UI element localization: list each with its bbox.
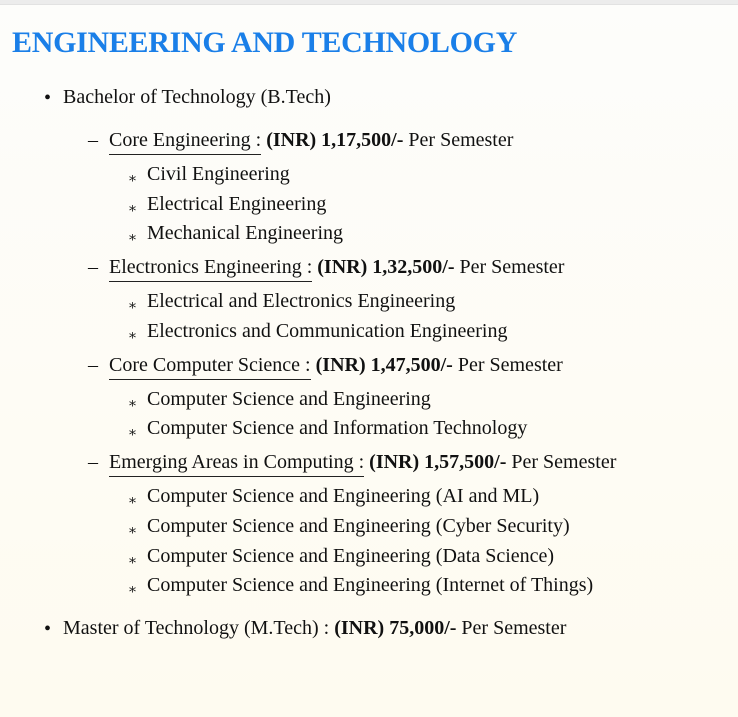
branch-item: Electrical Engineering bbox=[147, 193, 327, 215]
page-title: ENGINEERING AND TECHNOLOGY bbox=[12, 26, 518, 59]
program-mtech bbox=[63, 616, 566, 640]
bullet-icon: • bbox=[44, 87, 52, 109]
group-fee-suffix: Per Semester bbox=[452, 354, 563, 376]
group-fee: (INR) 1,17,500/- bbox=[266, 129, 404, 151]
program-fee: (INR) 75,000/- bbox=[329, 617, 457, 639]
branch-item: Computer Science and Engineering bbox=[147, 388, 431, 410]
group-fee-suffix: Per Semester bbox=[454, 256, 565, 278]
dash-icon: – bbox=[88, 256, 98, 278]
branch-item: Computer Science and Engineering (Internet of Things) bbox=[147, 574, 594, 596]
top-border bbox=[0, 0, 738, 5]
dash-icon: – bbox=[88, 354, 98, 376]
program-btech: Bachelor of Technology (B.Tech) bbox=[63, 86, 331, 108]
group-electronics-engineering bbox=[109, 255, 564, 279]
dash-icon: – bbox=[88, 451, 98, 473]
group-emerging-areas bbox=[109, 450, 616, 474]
star-icon: ⁎ bbox=[129, 522, 136, 537]
program-fee-suffix: Per Semester bbox=[456, 617, 567, 639]
branch-item: Civil Engineering bbox=[147, 163, 290, 185]
group-fee-suffix: Per Semester bbox=[506, 451, 617, 473]
branch-item: Computer Science and Information Technology bbox=[147, 417, 528, 439]
group-fee-suffix: Per Semester bbox=[403, 129, 514, 151]
group-core-computer-science bbox=[109, 353, 563, 377]
star-icon: ⁎ bbox=[129, 170, 136, 185]
star-icon: ⁎ bbox=[129, 552, 136, 567]
branch-item: Computer Science and Engineering (Cyber Security) bbox=[147, 515, 570, 537]
group-name: Emerging Areas in Computing : bbox=[109, 451, 364, 477]
branch-item: Electronics and Communication Engineering bbox=[147, 320, 508, 342]
star-icon: ⁎ bbox=[129, 395, 136, 410]
group-fee: (INR) 1,57,500/- bbox=[369, 451, 507, 473]
star-icon: ⁎ bbox=[129, 327, 136, 342]
branch-item: Computer Science and Engineering (Data Science) bbox=[147, 545, 555, 567]
star-icon: ⁎ bbox=[129, 297, 136, 312]
branch-item: Electrical and Electronics Engineering bbox=[147, 290, 456, 312]
dash-icon: – bbox=[88, 129, 98, 151]
group-name: Core Engineering : bbox=[109, 129, 261, 155]
program-name: Master of Technology (M.Tech) : bbox=[63, 617, 330, 639]
bullet-icon: • bbox=[44, 618, 52, 640]
star-icon: ⁎ bbox=[129, 424, 136, 439]
branch-item: Computer Science and Engineering (AI and ML) bbox=[147, 485, 540, 507]
star-icon: ⁎ bbox=[129, 229, 136, 244]
group-fee: (INR) 1,32,500/- bbox=[317, 256, 455, 278]
branch-item: Mechanical Engineering bbox=[147, 222, 344, 244]
star-icon: ⁎ bbox=[129, 200, 136, 215]
group-name: Electronics Engineering : bbox=[109, 256, 312, 282]
star-icon: ⁎ bbox=[129, 581, 136, 596]
group-core-engineering bbox=[109, 128, 513, 152]
group-fee: (INR) 1,47,500/- bbox=[315, 354, 453, 376]
star-icon: ⁎ bbox=[129, 492, 136, 507]
group-name: Core Computer Science : bbox=[109, 354, 311, 380]
